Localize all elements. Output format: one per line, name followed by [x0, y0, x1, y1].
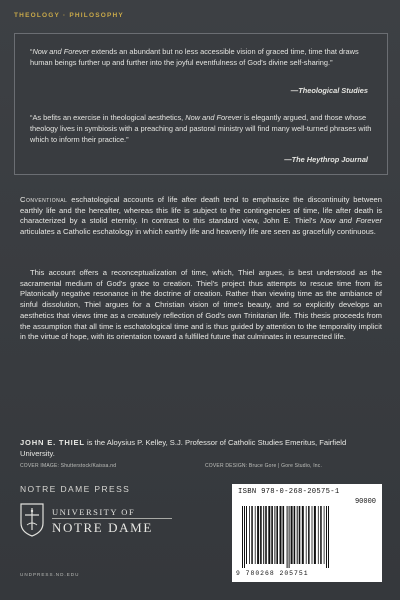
barcode-bar [299, 506, 301, 564]
description-book-title: Now and Forever [320, 216, 382, 226]
barcode-bar [268, 506, 270, 564]
publisher-name: NOTRE DAME PRESS [20, 484, 131, 494]
barcode-bar [257, 506, 259, 564]
description-paragraph-1: Conventional eschatological accounts of life after death tend to emphasize the discontinuity between earthly life and the hereafter, whereas this life is subject to the contingencies of time, life after death is characterized by a stolid eternity. In contrast to this standard view, John E. Thiel's Now and Forever articulates a Catholic eschatology in which earthly life and heavenly life are seen as gracefully continuous. [20, 195, 382, 237]
barcode-bar [287, 506, 288, 568]
barcode-bar [280, 506, 282, 564]
description-lead-word: Conventional [20, 195, 68, 204]
blurb-quote-1: “Now and Forever extends an abundant but no less accessible vision of graced time, time that draws human beings further up and further into the joyful eventfulness of God's divine self-sharing.” [30, 47, 359, 67]
barcode-bar [297, 506, 298, 564]
university-line-2: NOTRE DAME [52, 520, 153, 535]
isbn-label: ISBN 978-0-268-20575-1 [238, 488, 340, 496]
barcode-bar [289, 506, 290, 568]
barcode-icon [240, 506, 374, 568]
barcode-bar [274, 506, 275, 564]
barcode-bar [263, 506, 264, 564]
author-bio-text: is the Aloysius P. Kelley, S.J. Professor of Catholic Studies Emeritus, Fairfield University. [20, 438, 347, 458]
barcode-bar [312, 506, 313, 564]
blurb-2-attribution: —The Heythrop Journal [284, 155, 368, 164]
blurb-2-text-b: is elegantly argued, and those whose theology lives in symbiosis with a preaching and pastoral ministry will find many well-turned phrases with which to inform their practice.” [30, 113, 372, 144]
barcode-bar [251, 506, 253, 564]
barcode-bar [308, 506, 310, 564]
cover-image-credit: COVER IMAGE: Shutterstock/Kaissa.nd [20, 463, 117, 469]
barcode-bar [318, 506, 319, 564]
university-logo [20, 503, 180, 547]
barcode-bar [242, 506, 243, 568]
barcode-bar [294, 506, 296, 564]
barcode-bar [328, 506, 329, 568]
category-label: THEOLOGY · PHILOSOPHY [14, 12, 124, 19]
barcode-bar [265, 506, 267, 564]
barcode-bar [246, 506, 247, 564]
blurb-1-title: Now and Forever [32, 47, 90, 56]
barcode-bar [255, 506, 256, 564]
barcode-bar [302, 506, 304, 564]
barcode-box [232, 484, 382, 582]
barcode-bar [320, 506, 322, 564]
blurb-1-attribution: —Theological Studies [290, 86, 368, 95]
blurb-2-title: Now and Forever [185, 113, 242, 122]
barcode-bar [291, 506, 293, 564]
price-code: 90000 [354, 498, 376, 506]
shield-icon [20, 503, 44, 537]
author-bio [20, 437, 382, 459]
barcode-number: 9 780268 205751 [236, 570, 309, 577]
barcode-bar [260, 506, 262, 564]
university-line-1: UNIVERSITY OF [52, 507, 136, 517]
blurb-quote-2 [30, 112, 374, 145]
barcode-bar [244, 506, 245, 568]
author-name: JOHN E. THIEL [20, 438, 85, 447]
barcode-bar [271, 506, 273, 564]
barcode-bar [306, 506, 307, 564]
university-divider [52, 518, 172, 519]
barcode-bar [249, 506, 250, 564]
barcode-bar [314, 506, 316, 564]
barcode-bar [324, 506, 325, 564]
barcode-bar [276, 506, 278, 564]
press-url: UNDPRESS.ND.EDU [20, 572, 80, 577]
barcode-bar [326, 506, 327, 568]
blurb-2-text-a: “As befits an exercise in theological aesthetics, [30, 113, 186, 122]
description-paragraph-2: This account offers a reconceptualization of time, which, Thiel argues, is best understood as the sacramental medium of God's grace to creation. Thiel's project thus attempts to rescue time from its Platonically negative resonance in the doctrine of creation. Rather than viewing time as the ambiance of sinful dissolution, Thiel argues for a Christian vision of time's beauty, and so explicitly develops an aesthetics that views time as a creaturely reflection of God's own Trinitarian life. This thesis proceeds from the assumption that all time is eschatological time and is thus guided by attention to the temporality implicit in the virtue of hope, with its orientation toward a fulfilled future that culminates in resurrected life. [20, 268, 382, 342]
barcode-bar [283, 506, 285, 564]
cover-design-credit: COVER DESIGN: Bruce Gore | Gore Studio, Inc. [205, 463, 323, 469]
blurb-1-text: extends an abundant but no less accessible vision of graced time, time that draws human beings further up and further into the joyful eventfulness of God's divine self-sharing.” [30, 47, 359, 67]
